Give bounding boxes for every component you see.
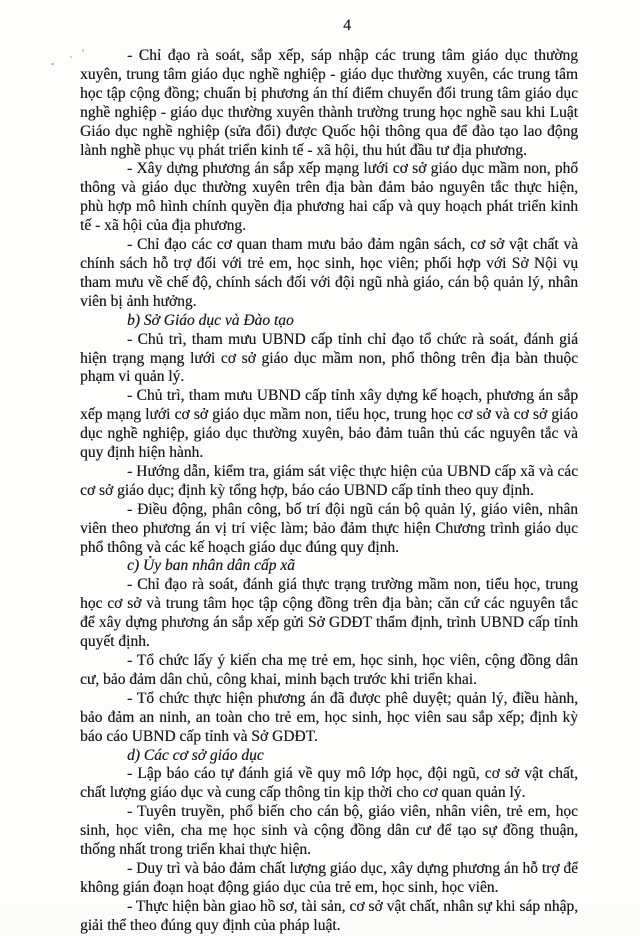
document-body [80, 47, 578, 936]
paragraph: - Duy trì và bảo đảm chất lượng giáo dục, xây dựng phương án hỗ trợ để không gián đoạn hoạt động giáo dục của trẻ em, học sinh, học viên. [80, 859, 578, 896]
paragraph: - Tổ chức lấy ý kiến cha mẹ trẻ em, học sinh, học viên, cộng đồng dân cư, bảo đảm dân chủ, công khai, minh bạch trước khi triển khai. [80, 652, 578, 688]
page-number: 4 [343, 17, 351, 34]
paragraph: - Hướng dẫn, kiểm tra, giám sát việc thực hiện của UBND cấp xã và các cơ sở giáo dục; định kỳ tổng hợp, báo cáo UBND cấp tỉnh theo quy định. [80, 462, 578, 499]
scan-speck [70, 56, 72, 58]
paragraph: - Lập báo cáo tự đánh giá về quy mô lớp học, đội ngũ, cơ sở vật chất, chất lượng giáo dục và cung cấp thông tin kịp thời cho cơ quan quản lý. [80, 765, 578, 802]
paragraph: - Điều động, phân công, bố trí đội ngũ cán bộ quản lý, giáo viên, nhân viên theo phương án vị trí việc làm; bảo đảm thực hiện Chương trình giáo dục phổ thông và các kế hoạch giáo dục đúng quy định. [80, 500, 578, 556]
paragraph: - Chỉ đạo rà soát, đánh giá thực trạng trường mầm non, tiểu học, trung học cơ sở và trung tâm học tập cộng đồng trên địa bàn; căn cứ các nguyên tắc để xây dựng phương án sắp xếp gửi Sở GDĐT thẩm định, trình UBND cấp tỉnh quyết định. [80, 576, 578, 651]
paragraph: - Tuyên truyền, phổ biến cho cán bộ, giáo viên, nhân viên, trẻ em, học sinh, học viên, cha mẹ học sinh và cộng đồng dân cư để tạo sự đồng thuận, thống nhất trong triển khai thực hiện. [80, 803, 578, 859]
paragraph: - Xây dựng phương án sắp xếp mạng lưới cơ sở giáo dục mầm non, phổ thông và giáo dục thường xuyên trên địa bàn đảm bảo nguyên tắc thực hiện, phù hợp mô hình chính quyền địa phương hai cấp và quy hoạch phát triển kinh tế - xã hội của địa phương. [80, 160, 578, 235]
paragraph: - Chỉ đạo rà soát, sắp xếp, sáp nhập các trung tâm giáo dục thường xuyên, trung tâm giáo dục nghề nghiệp - giáo dục thường xuyên, các trung tâm học tập cộng đồng; chuẩn bị phương án thí điểm chuyển đổi trung tâm giáo dục nghề nghiệp - giáo dục thường xuyên thành trường trung học nghề sau khi Luật Giáo dục nghề nghiệp (sửa đổi) được Quốc hội thông qua để đào tạo lao động lành nghề phục vụ phát triển kinh tế - xã hội, thu hút đầu tư địa phương. [80, 47, 578, 159]
section-heading: c) Ủy ban nhân dân cấp xã [127, 557, 295, 575]
paragraph: - Tổ chức thực hiện phương án đã được phê duyệt; quản lý, điều hành, bảo đảm an ninh, an toàn cho trẻ em, học sinh, học viên sau sắp xếp; định kỳ báo cáo UBND cấp tỉnh và Sở GDĐT. [80, 689, 578, 745]
section-heading: d) Các cơ sở giáo dục [127, 746, 264, 764]
paragraph: - Chỉ đạo các cơ quan tham mưu bảo đảm ngân sách, cơ sở vật chất và chính sách hỗ trợ đối với trẻ em, học sinh, học viên; phối hợp với Sở Nội vụ tham mưu về chế độ, chính sách đối với đội ngũ nhà giáo, cán bộ quản lý, nhân viên bị ảnh hưởng. [80, 236, 578, 310]
section-heading: b) Sở Giáo dục và Đào tạo [127, 311, 294, 329]
paragraph: - Thực hiện bàn giao hồ sơ, tài sản, cơ sở vật chất, nhân sự khi sáp nhập, giải thể theo đúng quy định của pháp luật. [80, 897, 578, 934]
paragraph: - Chủ trì, tham mưu UBND cấp tỉnh xây dựng kế hoạch, phương án sắp xếp mạng lưới cơ sở giáo dục mầm non, tiểu học, trung học cơ sở và cơ sở giáo dục nghề nghiệp, giáo dục thường xuyên, bảo đảm tuân thủ các nguyên tắc và quy định hiện hành. [80, 387, 578, 462]
paragraph: - Chủ trì, tham mưu UBND cấp tỉnh chỉ đạo tổ chức rà soát, đánh giá hiện trạng mạng lưới cơ sở giáo dục mầm non, phổ thông trên địa bàn thuộc phạm vi quản lý. [80, 330, 578, 386]
scan-speck [51, 63, 54, 65]
